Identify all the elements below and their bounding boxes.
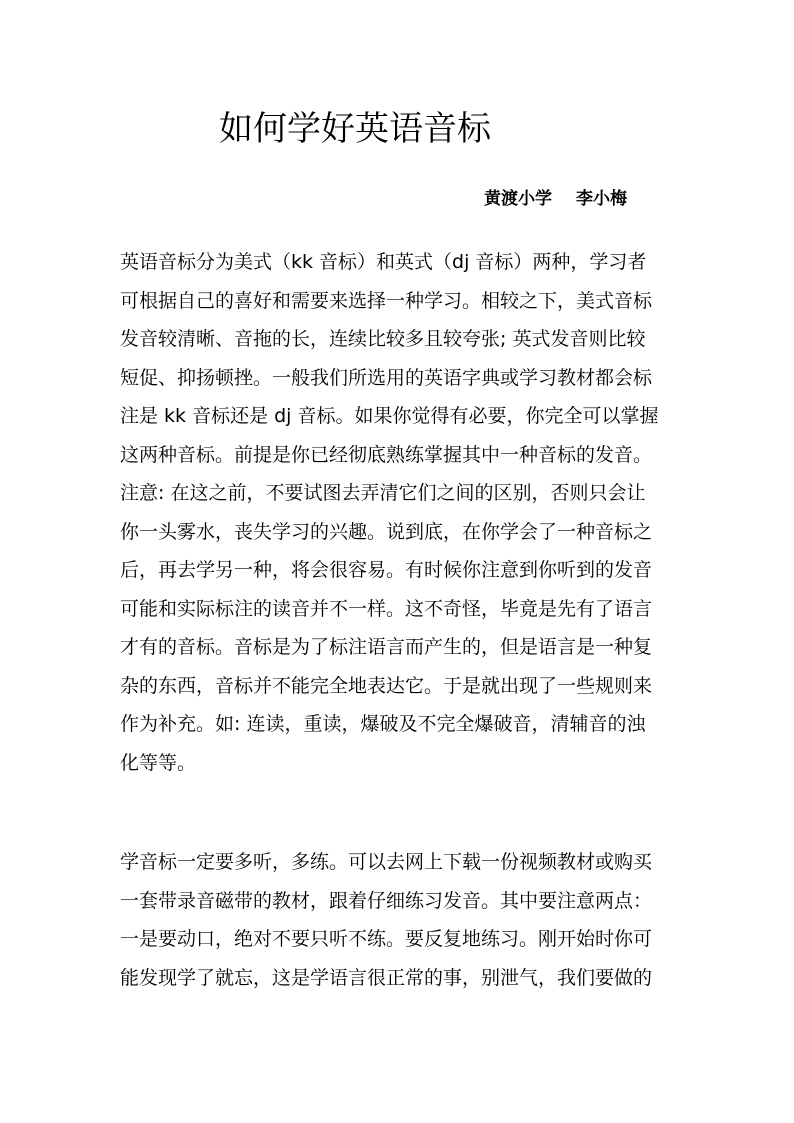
paragraph-line: 才有的音标。音标是为了标注语言而产生的，但是语言是一种复 (120, 636, 653, 658)
paragraph-2 (120, 843, 690, 997)
paragraph-line: 你一头雾水，丧失学习的兴趣。说到底，在你学会了一种音标之 (120, 520, 653, 543)
paragraph-line: 杂的东西，音标并不能完全地表达它。于是就出现了一些规则来 (120, 674, 653, 697)
paragraph-line: 发音较清晰、音拖的长，连续比较多且较夸张; 英式发音则比较 (120, 328, 646, 350)
document-title: 如何学好英语音标 (219, 109, 491, 149)
paragraph-line: 英语音标分为美式（kk 音标）和英式（dj 音标）两种，学习者 (120, 251, 647, 273)
paragraph-line: 可能和实际标注的读音并不一样。这不奇怪，毕竟是先有了语言 (120, 597, 653, 620)
paragraph-line: 短促、抑扬顿挫。一般我们所选用的英语字典或学习教材都会标 (120, 366, 653, 389)
paragraph-line: 可根据自己的喜好和需要来选择一种学习。相较之下，美式音标 (120, 289, 653, 312)
paragraph-line: 这两种音标。前提是你已经彻底熟练掌握其中一种音标的发音。 (120, 443, 653, 466)
paragraph-line: 后，再去学另一种，将会很容易。有时候你注意到你听到的发音 (120, 559, 653, 581)
paragraph-1 (120, 243, 690, 782)
author-school: 黄渡小学 (484, 189, 552, 209)
paragraph-line: 作为补充。如: 连读，重读，爆破及不完全爆破音，清辅音的浊 (120, 713, 646, 735)
paragraph-line: 注意: 在这之前，不要试图去弄清它们之间的区别，否则只会让 (120, 482, 646, 504)
paragraph-line: 一套带录音磁带的教材，跟着仔细练习发音。其中要注意两点： (120, 889, 653, 912)
author-byline (484, 186, 627, 212)
paragraph-line: 注是 kk 音标还是 dj 音标。如果你觉得有必要，你完全可以掌握 (120, 405, 659, 427)
paragraph-line: 化等等。 (120, 751, 197, 774)
paragraph-line: 学音标一定要多听，多练。可以去网上下载一份视频教材或购买 (120, 851, 653, 873)
paragraph-line: 能发现学了就忘，这是学语言很正常的事，别泄气，我们要做的 (120, 966, 653, 989)
author-name: 李小梅 (576, 189, 627, 209)
paragraph-line: 一是要动口，绝对不要只听不练。要反复地练习。刚开始时你可 (120, 928, 653, 950)
